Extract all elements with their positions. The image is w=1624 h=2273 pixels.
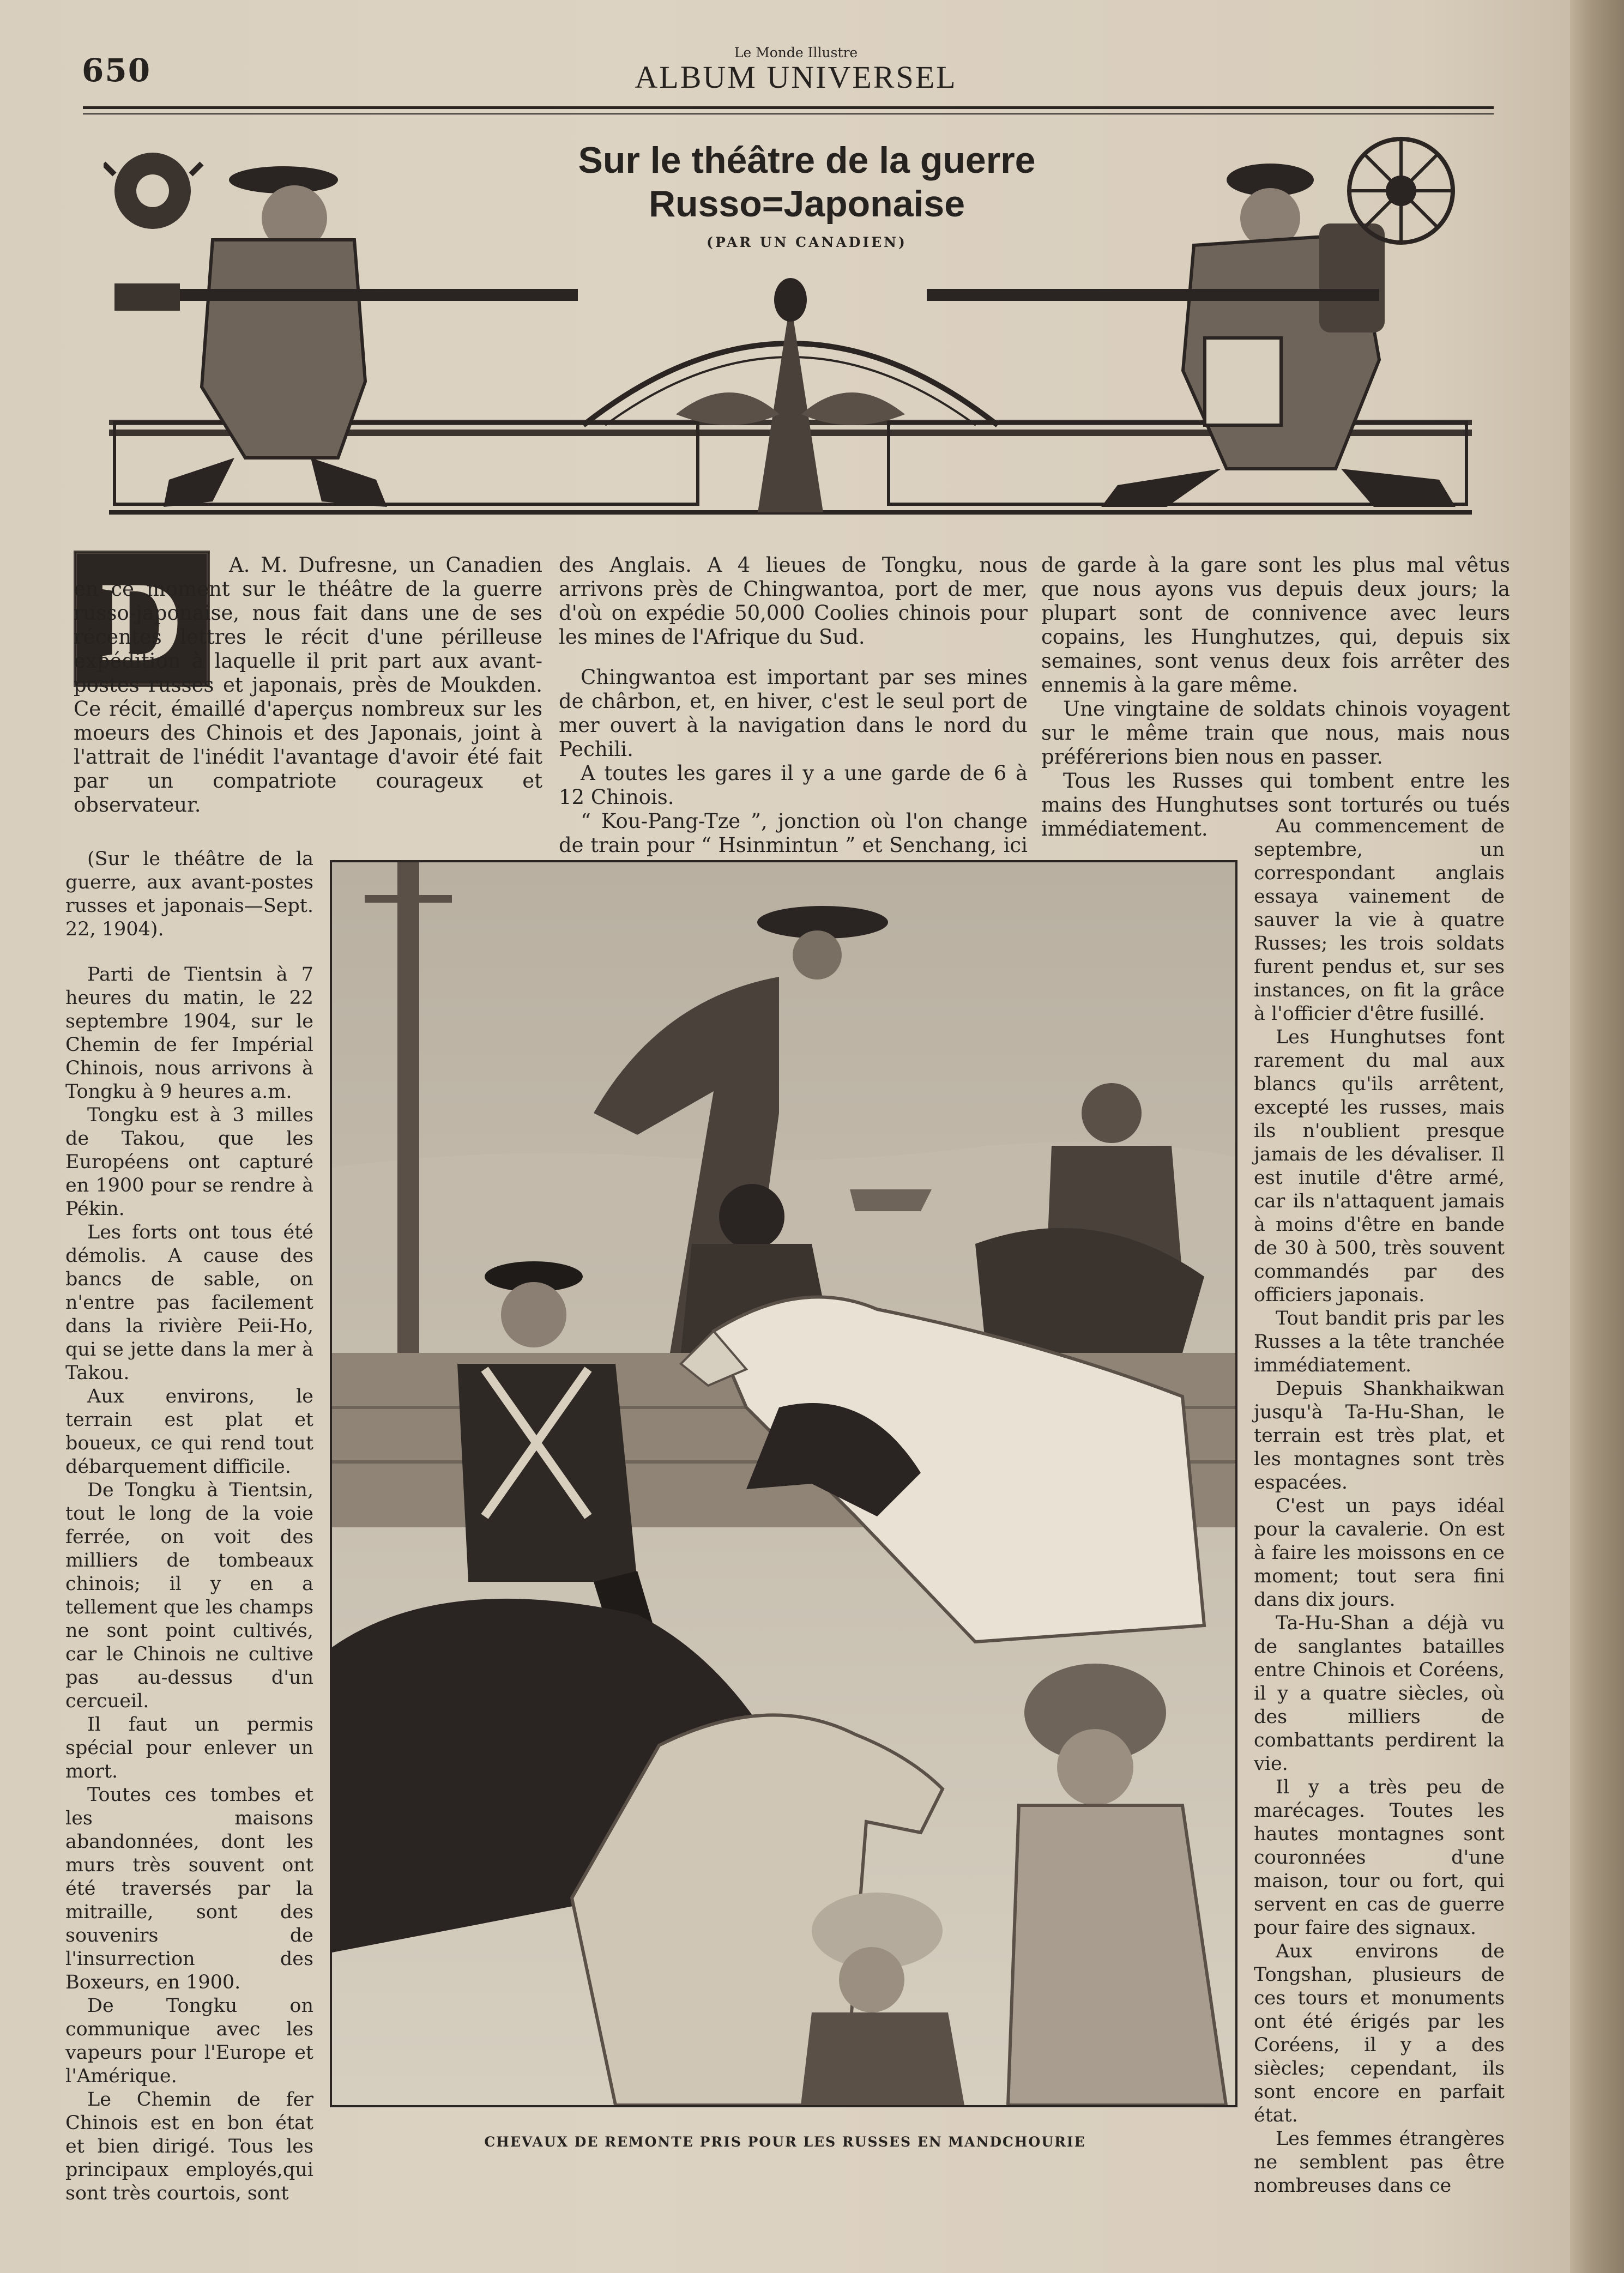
paragraph: Tongku est à 3 milles de Takou, que les Européens ont capturé en 1900 pour se rendre à Pékin. <box>65 1104 313 1220</box>
paragraph: Tout bandit pris par les Russes a la tête tranchée immédiatement. <box>1254 1308 1505 1376</box>
paragraph: de garde à la gare sont les plus mal vêtus que nous ayons vus depuis deux jours; la plupart sont de connivence avec leurs copains, les Hunghutzes, qui, depuis six semaines, sont venus deux fois arrêter des ennemis à la gare même. <box>1041 553 1510 697</box>
drop-cap: D <box>74 551 210 687</box>
paragraph: Il y a très peu de marécages. Toutes les hautes montagnes sont couronnées d'une maison, tour ou fort, qui servent en cas de guerre pour faire des signaux. <box>1254 1776 1505 1939</box>
intro-paragraph: A. M. Dufresne, un Canadien en ce moment sur le théâtre de la guerre russo-japonaise, nous fait dans une de ses récentes lettres le récit d'une périlleuse expédition à laquelle il prit part aux avant-postes russes et japonais, près de Moukden. Ce récit, émaillé d'aperçus nombreux sur les moeurs des Chinois et des Japonais, joint à l'attrait de l'inédit l'avantage d'avoir été fait par un compatriote courageux et observateur. <box>74 553 542 817</box>
paragraph: Tous les Russes qui tombent entre les mains des Hunghutses sont torturés ou tués immédiatement. <box>1041 769 1510 841</box>
paragraph: Aux environs, le terrain est plat et boueux, ce qui rend tout débarquement difficile. <box>65 1386 313 1478</box>
paragraph: Une vingtaine de soldats chinois voyagent sur le même train que nous, mais nous préférerions bien nous en passer. <box>1041 697 1510 769</box>
paragraph: Aux environs de Tongshan, plusieurs de ces tours et monuments ont été érigés par les Coréens, il y a des siècles; cependant, ils sont encore en parfait état. <box>1254 1940 1505 2126</box>
left-narrow-column <box>65 848 313 2205</box>
paragraph: De Tongku on communique avec les vapeurs pour l'Europe et l'Amérique. <box>65 1995 313 2087</box>
intro-column-2 <box>559 553 1028 905</box>
paragraph: des Anglais. A 4 lieues de Tongku, nous arrivons près de Chingwantoa, port de mer, d'où on expédie 50,000 Coolies chinois pour les mines de l'Afrique du Sud. <box>559 553 1028 649</box>
horses-illustration <box>332 862 1235 2105</box>
paragraph: Il faut un permis spécial pour enlever un mort. <box>65 1714 313 1782</box>
article-title-line1: Sur le théâtre de la guerre <box>578 140 1036 181</box>
illustration-caption: CHEVAUX DE REMONTE PRIS POUR LES RUSSES EN MANDCHOURIE <box>484 2134 1086 2150</box>
header-rule <box>83 106 1494 109</box>
article-byline: (PAR UN CANADIEN) <box>707 234 907 250</box>
paragraph: De Tongku à Tientsin, tout le long de la voie ferrée, on voit des milliers de tombeaux chinois; il y en a tellement que les champs ne sont point cultivés, car le Chinois ne cultive pas au-dessus d'un cercueil. <box>65 1479 313 1712</box>
paragraph: Chingwantoa est important par ses mines de chârbon, et, en hiver, c'est le seul port de mer ouvert à la navigation dans le nord du Pechili. <box>559 666 1028 761</box>
paragraph: Les Hunghutses font rarement du mal aux blancs qu'ils arrêtent, excepté les russes, mais ils n'oublient presque jamais de les dévaliser. Il est inutile d'être armé, car ils n'attaquent jamais à moins d'être en bande de 30 à 500, très souvent commandés par des officiers japonais. <box>1254 1026 1505 1306</box>
paragraph: “ Kou-Pang-Tze ”, jonction où l'on change de train pour “ Hsinmintun ” et Senchang, ici <box>559 809 1028 857</box>
paragraph: Depuis Shankhaikwan jusqu'à Ta-Hu-Shan, le terrain est très plat, et les montagnes sont très espacées. <box>1254 1378 1505 1494</box>
illustration-plate <box>330 860 1237 2107</box>
header-rule-thin <box>83 113 1494 114</box>
page-number: 650 <box>82 52 152 89</box>
paragraph: Les forts ont tous été démolis. A cause des bancs de sable, on n'entre pas facilement dans la rivière Peii-Ho, qui se jette dans la mer à Takou. <box>65 1222 313 1384</box>
article-title-line2: Russo=Japonaise <box>648 183 965 225</box>
intro-column-1 <box>74 553 542 817</box>
paragraph: Ta-Hu-Shan a déjà vu de sanglantes batailles entre Chinois et Coréens, il y a quatre siècles, où des milliers de combattants perdirent la vie. <box>1254 1612 1505 1775</box>
paragraph: Au commencement de septembre, un correspondant anglais essaya vainement de sauver la vie à quatre Russes; les trois soldats furent pendus et, sur ses instances, on fit la grâce à l'officier d'être fusillé. <box>1254 815 1505 1025</box>
page-gutter <box>1570 0 1624 2273</box>
rising-sun-emblem-icon <box>1349 139 1453 243</box>
intro-column-3 <box>1041 553 1510 841</box>
paragraph: Toutes ces tombes et les maisons abandonnées, dont les murs très souvent ont été traversés par la mitraille, sont des souvenirs de l'insurrection des Boxeurs, en 1900. <box>65 1784 313 1993</box>
right-narrow-column <box>1254 815 1505 2198</box>
masthead-title: ALBUM UNIVERSEL <box>635 59 957 95</box>
paragraph: Le Chemin de fer Chinois est en bon état et bien dirigé. Tous les principaux employés,qui sont très courtois, sont <box>65 2089 313 2204</box>
paragraph: C'est un pays idéal pour la cavalerie. On est à faire les moissons en ce moment; tout sera fini dans dix jours. <box>1254 1495 1505 1611</box>
paragraph: A toutes les gares il y a une garde de 6 à 12 Chinois. <box>559 761 1028 809</box>
masthead-subtitle: Le Monde Illustre <box>734 45 858 61</box>
dateline-paragraph: (Sur le théâtre de la guerre, aux avant-postes russes et japonais—Sept. 22, 1904). <box>65 848 313 940</box>
paragraph: Parti de Tientsin à 7 heures du matin, le 22 septembre 1904, sur le Chemin de fer Impérial Chinois, nous arrivons à Tongku à 9 heures a.m. <box>65 964 313 1103</box>
double-headed-eagle-icon <box>104 153 202 229</box>
paragraph: Les femmes étrangères ne semblent pas être nombreuses dans ce <box>1254 2128 1505 2197</box>
